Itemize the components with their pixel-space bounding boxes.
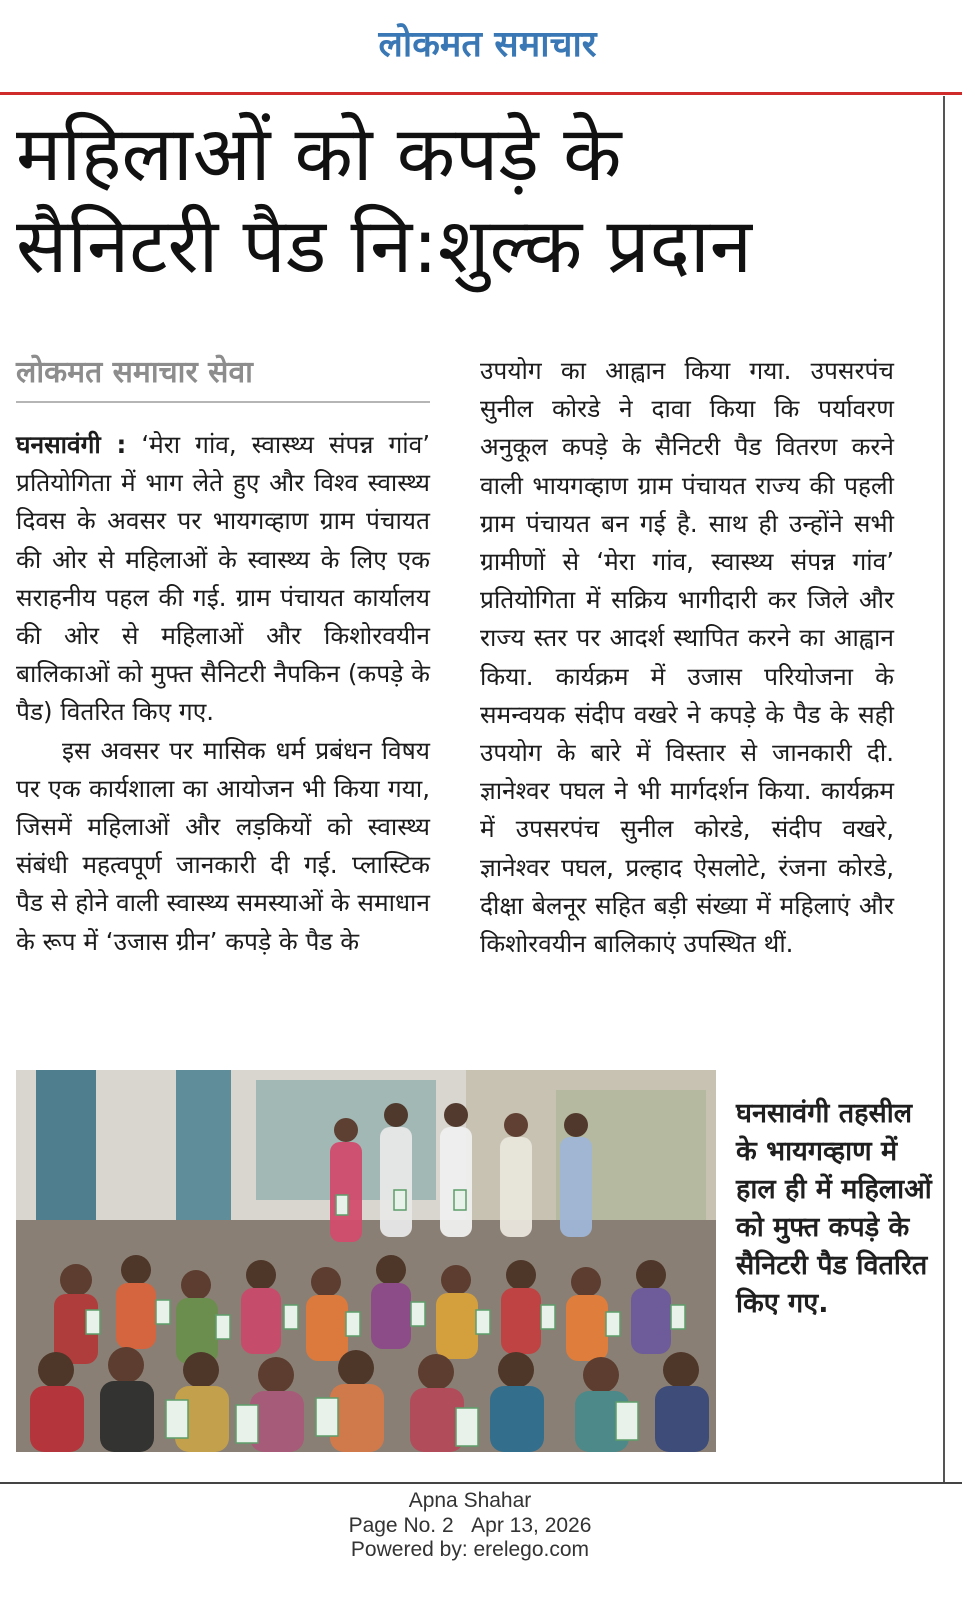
article-headline bbox=[16, 108, 936, 292]
page-footer bbox=[0, 1482, 940, 1600]
paragraph-3: उपयोग का आह्वान किया गया. उपसरपंच सुनील कोरडे ने दावा किया कि पर्यावरण अनुकूल कपड़े के सैनिटरी पैड वितरण करने वाली भायगव्हाण ग्राम पंचायत राज्य की पहली ग्राम पंचायत बन गई है. साथ ही उन्होंने सभी ग्रामीणों से ‘मेरा गांव, स्वास्थ्य संपन्न गांव’ प्रतियोगिता में सक्रिय भागीदारी कर जिले और राज्य स्तर पर आदर्श स्थापित करने का आह्वान किया. कार्यक्रम में उजास परियोजना के समन्वयक संदीप वखरे ने कपड़े के पैड के सही उपयोग के बारे में विस्तार से जानकारी दी. ज्ञानेश्वर पघल ने भी मार्गदर्शन किया. कार्यक्रम में उपसरपंच सुनील कोरडे, संदीप वखरे, ज्ञानेश्वर पघल, प्रल्हाद ऐसलोटे, रंजना कोरडे, दीक्षा बेलनूर सहित बड़ी संख्या में महिलाएं और किशोरवयीन बालिकाएं उपस्थित थीं. bbox=[480, 356, 894, 959]
footer-powered-by[interactable]: Powered by: erelego.com bbox=[350, 1538, 590, 1561]
masthead bbox=[0, 0, 975, 92]
masthead-title: लोकमत समाचार bbox=[378, 24, 597, 65]
article-photo bbox=[16, 1070, 716, 1452]
group-photo-illustration bbox=[16, 1070, 716, 1452]
page-border-right bbox=[943, 96, 945, 1482]
masthead-rule bbox=[0, 92, 962, 95]
article-column-left bbox=[16, 426, 430, 961]
article-column-right bbox=[480, 352, 894, 963]
footer-date: Apr 13, 2026 bbox=[471, 1514, 592, 1537]
paragraph-1-text: ‘मेरा गांव, स्वास्थ्य संपन्न गांव’ प्रतियोगिता में भाग लेते हुए और विश्व स्वास्थ्य दिवस के अवसर पर भायगव्हाण ग्राम पंचायत की ओर से महिलाओं के स्वास्थ्य के लिए एक सराहनीय पहल की गई. ग्राम पंचायत कार्यालय की ओर से महिलाओं और किशोरवयीन बालिकाओं को मुफ्त सैनिटरी नैपकिन (कपड़े के पैड) वितरित किए गए. bbox=[16, 430, 430, 727]
photo-caption: घनसावंगी तहसील के भायगव्हाण में हाल ही में महिलाओं को मुफ्त कपड़े के सैनिटरी पैड वितरित किए गए. bbox=[736, 1098, 932, 1319]
headline-line-2: सैनिटरी पैड नि:शुल्क प्रदान bbox=[16, 201, 752, 290]
paragraph-1 bbox=[16, 426, 430, 732]
dateline: घनसावंगी : bbox=[16, 430, 127, 459]
footer-page-no: Page No. 2 bbox=[348, 1514, 454, 1537]
byline: लोकमत समाचार सेवा bbox=[16, 350, 430, 403]
headline-line-1: महिलाओं को कपड़े के bbox=[16, 109, 622, 198]
paragraph-2: इस अवसर पर मासिक धर्म प्रबंधन विषय पर एक कार्यशाला का आयोजन भी किया गया, जिसमें महिलाओं और लड़कियों को स्वास्थ्य संबंधी महत्वपूर्ण जानकारी दी गई. प्लास्टिक पैड से होने वाली स्वास्थ्य समस्याओं के समाधान के रूप में ‘उजास ग्रीन’ कपड़े के पैड के bbox=[16, 735, 430, 956]
footer-publication: Apna Shahar bbox=[408, 1489, 532, 1512]
